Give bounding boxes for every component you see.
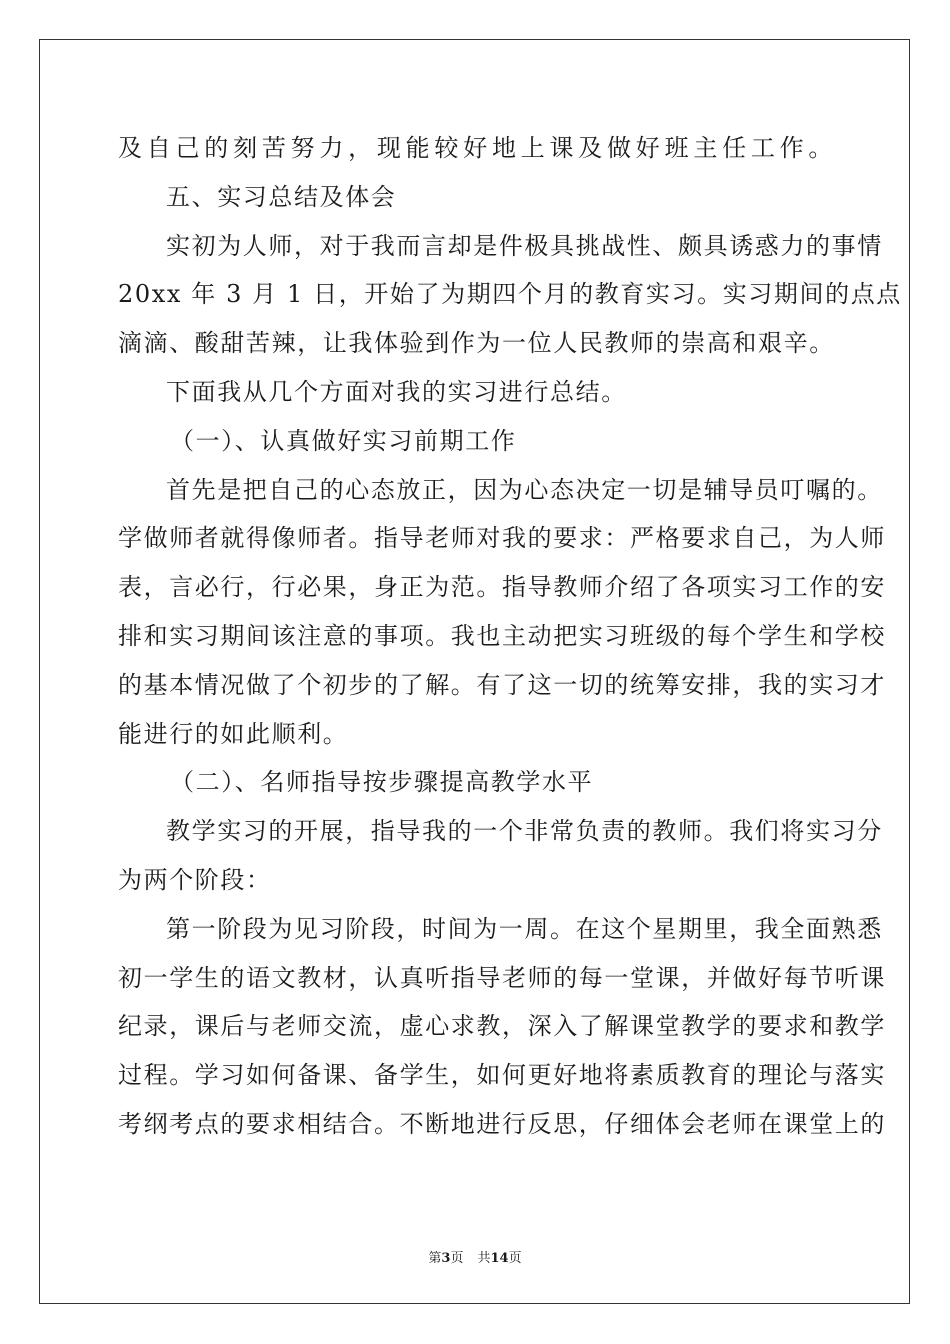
page-label-prefix: 第: [428, 1251, 442, 1266]
subsection-heading: （一）、认真做好实习前期工作: [170, 426, 517, 455]
subsection-heading: （二）、名师指导按步骤提高教学水平: [170, 768, 594, 797]
paragraph-line: 纪录，课后与老师交流，虚心求教，深入了解课堂教学的要求和教学: [118, 1012, 886, 1041]
page-footer: [0, 1247, 950, 1266]
paragraph-line: 表，言必行，行必果，身正为范。指导教师介绍了各项实习工作的安: [118, 573, 886, 602]
paragraph-line: 的基本情况做了个初步的了解。有了这一切的统筹安排，我的实习才: [118, 670, 886, 699]
paragraph-line: 滴滴、酸甜苦辣，让我体验到作为一位人民教师的崇高和艰辛。: [118, 329, 835, 358]
paragraph-line: 学做师者就得像师者。指导老师对我的要求：严格要求自己，为人师: [118, 524, 886, 553]
page-label-suffix: 页: [450, 1251, 464, 1266]
paragraph-line: 首先是把自己的心态放正，因为心态决定一切是辅导员叮嘱的。: [166, 475, 883, 504]
paragraph-line: 考纲考点的要求相结合。不断地进行反思，仔细体会老师在课堂上的: [118, 1109, 886, 1138]
paragraph-line: 及自己的刻苦努力，现能较好地上课及做好班主任工作。: [118, 134, 834, 162]
page-number: 3: [441, 1251, 451, 1266]
paragraph-line: 下面我从几个方面对我的实习进行总结。: [166, 377, 627, 406]
paragraph-line: 第一阶段为见习阶段，时间为一周。在这个星期里，我全面熟悉: [166, 914, 883, 943]
paragraph-line: 能进行的如此顺利。: [118, 719, 349, 748]
total-pages: 14: [490, 1251, 509, 1266]
paragraph-line: 过程。学习如何备课、备学生，如何更好地将素质教育的理论与落实: [118, 1061, 886, 1090]
paragraph-line: 排和实习期间该注意的事项。我也主动把实习班级的每个学生和学校: [118, 621, 886, 650]
section-heading: 五、实习总结及体会: [166, 182, 397, 211]
total-label-prefix: 共: [477, 1251, 491, 1266]
paragraph-line: 初一学生的语文教材，认真听指导老师的每一堂课，并做好每节听课: [118, 963, 886, 992]
paragraph-line: 为两个阶段：: [118, 865, 272, 894]
paragraph-line: 教学实习的开展，指导我的一个非常负责的教师。我们将实习分: [166, 817, 883, 846]
paragraph-line: 20xx 年 3 月 1 日，开始了为期四个月的教育实习。实习期间的点点: [118, 280, 902, 309]
total-label-suffix: 页: [508, 1251, 522, 1266]
document-body: [118, 124, 902, 1149]
paragraph-line: 实初为人师，对于我而言却是件极具挑战性、颇具诱惑力的事情: [166, 231, 883, 260]
